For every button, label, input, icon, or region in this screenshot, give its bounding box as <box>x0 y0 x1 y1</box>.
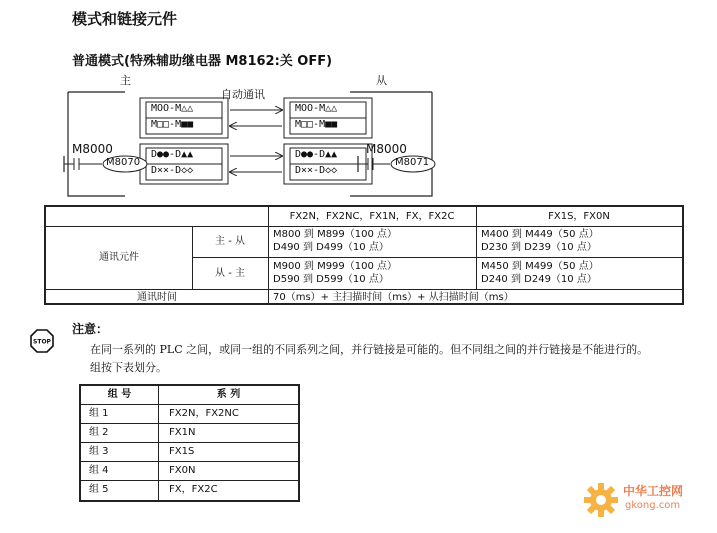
master-box-4: D××-D◇◇ <box>151 165 194 176</box>
group-header-cell: 组 号 <box>81 386 159 404</box>
group-cell: 组 5 <box>81 481 159 500</box>
group-cell: 组 2 <box>81 424 159 442</box>
group-table <box>79 384 300 502</box>
r1-c2-line2: D230 到 D239（10 点） <box>481 242 597 253</box>
comm-device-table <box>44 205 684 305</box>
note-text-line-2: 组按下表划分。 <box>90 361 167 374</box>
group-table-header <box>81 386 298 405</box>
comm-time-label: 通讯时间 <box>137 292 177 303</box>
r1-c1-line1: M800 到 M899（100 点） <box>273 229 398 240</box>
watermark-logo <box>581 476 707 522</box>
col-header-fx2n: FX2N，FX2NC，FX1N，FX，FX2C <box>289 211 455 222</box>
table-row <box>81 424 298 443</box>
r1-c1-line2: D490 到 D499（10 点） <box>273 242 389 253</box>
r2-c1-line1: M900 到 M999（100 点） <box>273 261 398 272</box>
table-row <box>81 481 298 500</box>
gear-icon <box>581 480 621 520</box>
stop-icon <box>30 329 54 353</box>
master-box-1: MOO-M△△ <box>151 103 194 114</box>
group-cell: 组 4 <box>81 462 159 480</box>
series-header-cell: 系 列 <box>216 389 241 400</box>
comm-time-value: 70（ms）+ 主扫描时间（ms）+ 从扫描时间（ms） <box>273 292 514 303</box>
slave-label: 从 <box>376 74 387 87</box>
group-cell: 组 1 <box>81 405 159 423</box>
stop-icon-text: STOP <box>33 338 51 346</box>
note-text-line-1: 在同一系列的 PLC 之间，或同一组的不同系列之间，并行链接是可能的。但不同组之间的并行链接是不能进行的。 <box>90 343 649 356</box>
note-text <box>90 341 700 377</box>
series-cell: FX1N <box>169 427 196 438</box>
table-row <box>81 443 298 462</box>
auto-comm-label: 自动通讯 <box>221 88 265 101</box>
slave-box-4: D××-D◇◇ <box>295 165 338 176</box>
series-cell: FX，FX2C <box>169 484 218 495</box>
watermark-text: 中华工控网 <box>623 484 684 498</box>
r1-c2-line1: M400 到 M449（50 点） <box>481 229 599 240</box>
note-title: 注意： <box>72 322 109 336</box>
slave-box-1: MOO-M△△ <box>295 103 338 114</box>
slave-coil-label: M8071 <box>395 157 430 168</box>
master-contact-label: M8000 <box>72 142 113 156</box>
group-cell: 组 3 <box>81 443 159 461</box>
comm-device-label: 通讯元件 <box>99 252 139 263</box>
r2-c1-line2: D590 到 D599（10 点） <box>273 274 389 285</box>
col-header-fx1s: FX1S，FX0N <box>548 211 610 222</box>
slave-box-3: D●●-D▲▲ <box>295 149 338 160</box>
master-label: 主 <box>120 74 131 87</box>
mode-subheading: 普通模式(特殊辅助继电器 M8162:关 OFF) <box>72 54 333 69</box>
slave-to-master-label: 从 - 主 <box>215 268 245 279</box>
table-row <box>81 462 298 481</box>
master-box-2: M□□-M■■ <box>151 119 194 130</box>
r2-c2-line2: D240 到 D249（10 点） <box>481 274 597 285</box>
watermark-domain: gkong.com <box>625 500 681 511</box>
master-box-3: D●●-D▲▲ <box>151 149 194 160</box>
series-cell: FX1S <box>169 446 195 457</box>
slave-box-2: M□□-M■■ <box>295 119 338 130</box>
slave-contact-label: M8000 <box>366 142 407 156</box>
series-cell: FX0N <box>169 465 196 476</box>
page-heading: 模式和链接元件 <box>72 10 178 28</box>
master-to-slave-label: 主 - 从 <box>215 236 245 247</box>
table-row <box>81 405 298 424</box>
series-cell: FX2N，FX2NC <box>169 408 239 419</box>
r2-c2-line1: M450 到 M499（50 点） <box>481 261 599 272</box>
master-coil-label: M8070 <box>106 157 141 168</box>
